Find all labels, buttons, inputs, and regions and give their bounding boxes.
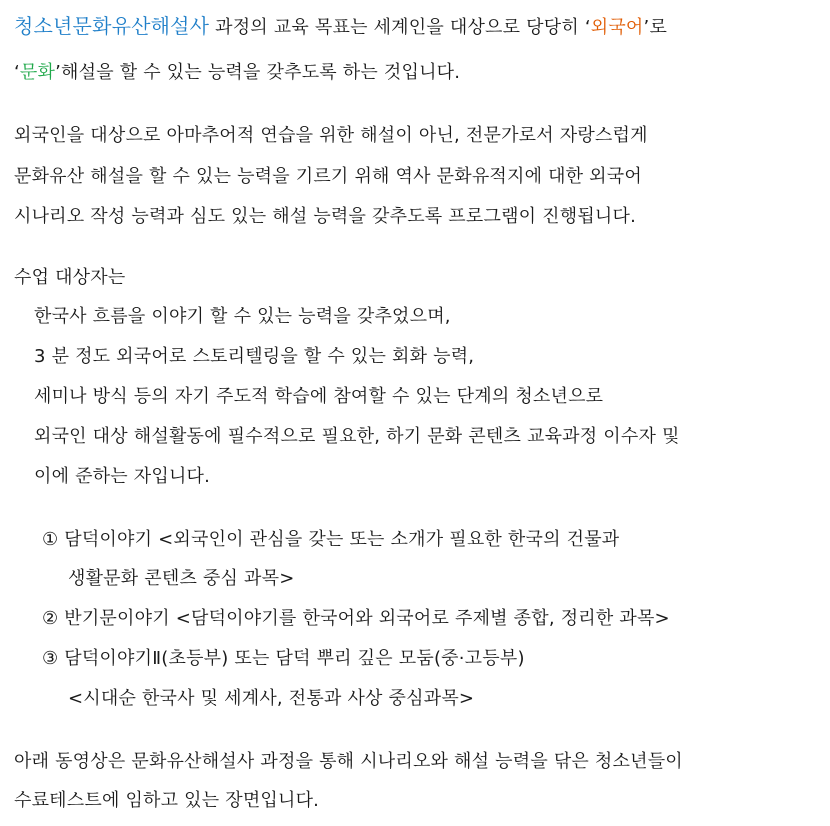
quote-open-2: ‘ <box>14 62 20 83</box>
intro-line-2 <box>14 61 460 85</box>
target-item-3: 세미나 방식 등의 자기 주도적 학습에 참여할 수 있는 단계의 청소년으로 <box>34 386 604 407</box>
course-3-line-2: <시대순 한국사 및 세계사, 전통과 사상 중심과목> <box>68 688 475 709</box>
quote-close-2: ’ <box>55 62 62 83</box>
program-name-highlight: 청소년문화유산해설사 <box>14 14 210 38</box>
course-3-line-1: ③ 담덕이야기Ⅱ(초등부) 또는 담덕 뿌리 깊은 모둠(중·고등부) <box>42 648 525 669</box>
intro-line-1-end: 로 <box>649 17 668 38</box>
keyword-culture: 문화 <box>19 62 56 83</box>
intro-line-1 <box>14 14 667 40</box>
para2-line-2: 문화유산 해설을 할 수 있는 능력을 기르기 위해 역사 문화유적지에 대한 외국어 <box>14 166 642 187</box>
para2-line-3: 시나리오 작성 능력과 심도 있는 해설 능력을 갖추도록 프로그램이 진행됩니다. <box>14 206 637 227</box>
target-item-4: 외국인 대상 해설활동에 필수적으로 필요한, 하기 문화 콘텐츠 교육과정 이수자 및 <box>34 426 680 447</box>
quote-close: ’ <box>643 17 650 38</box>
closing-line-1: 아래 동영상은 문화유산해설사 과정을 통해 시나리오와 해설 능력을 닦은 청소년들이 <box>14 751 683 772</box>
target-item-2: 3 분 정도 외국어로 스토리텔링을 할 수 있는 회화 능력, <box>34 346 475 367</box>
course-2-line-1: ② 반기문이야기 <담덕이야기를 한국어와 외국어로 주제별 종합, 정리한 과목> <box>42 608 670 629</box>
target-item-1: 한국사 흐름을 이야기 할 수 있는 능력을 갖추었으며, <box>34 306 451 327</box>
keyword-foreign-language: 외국어 <box>590 17 644 38</box>
target-item-5: 이에 준하는 자입니다. <box>34 466 211 487</box>
targets-heading: 수업 대상자는 <box>14 267 126 288</box>
course-1-line-2: 생활문화 콘텐츠 중심 과목> <box>68 568 295 589</box>
intro-line-1-text: 과정의 교육 목표는 세계인을 대상으로 당당히 <box>209 17 585 38</box>
para2-line-1: 외국인을 대상으로 아마추어적 연습을 위한 해설이 아닌, 전문가로서 자랑스럽게 <box>14 125 648 146</box>
closing-line-2: 수료테스트에 임하고 있는 장면입니다. <box>14 790 320 811</box>
intro-line-2-text: 해설을 할 수 있는 능력을 갖추도록 하는 것입니다. <box>61 62 461 83</box>
course-1-line-1: ① 담덕이야기 <외국인이 관심을 갖는 또는 소개가 필요한 한국의 건물과 <box>42 529 620 550</box>
quote-open: ‘ <box>584 17 591 38</box>
